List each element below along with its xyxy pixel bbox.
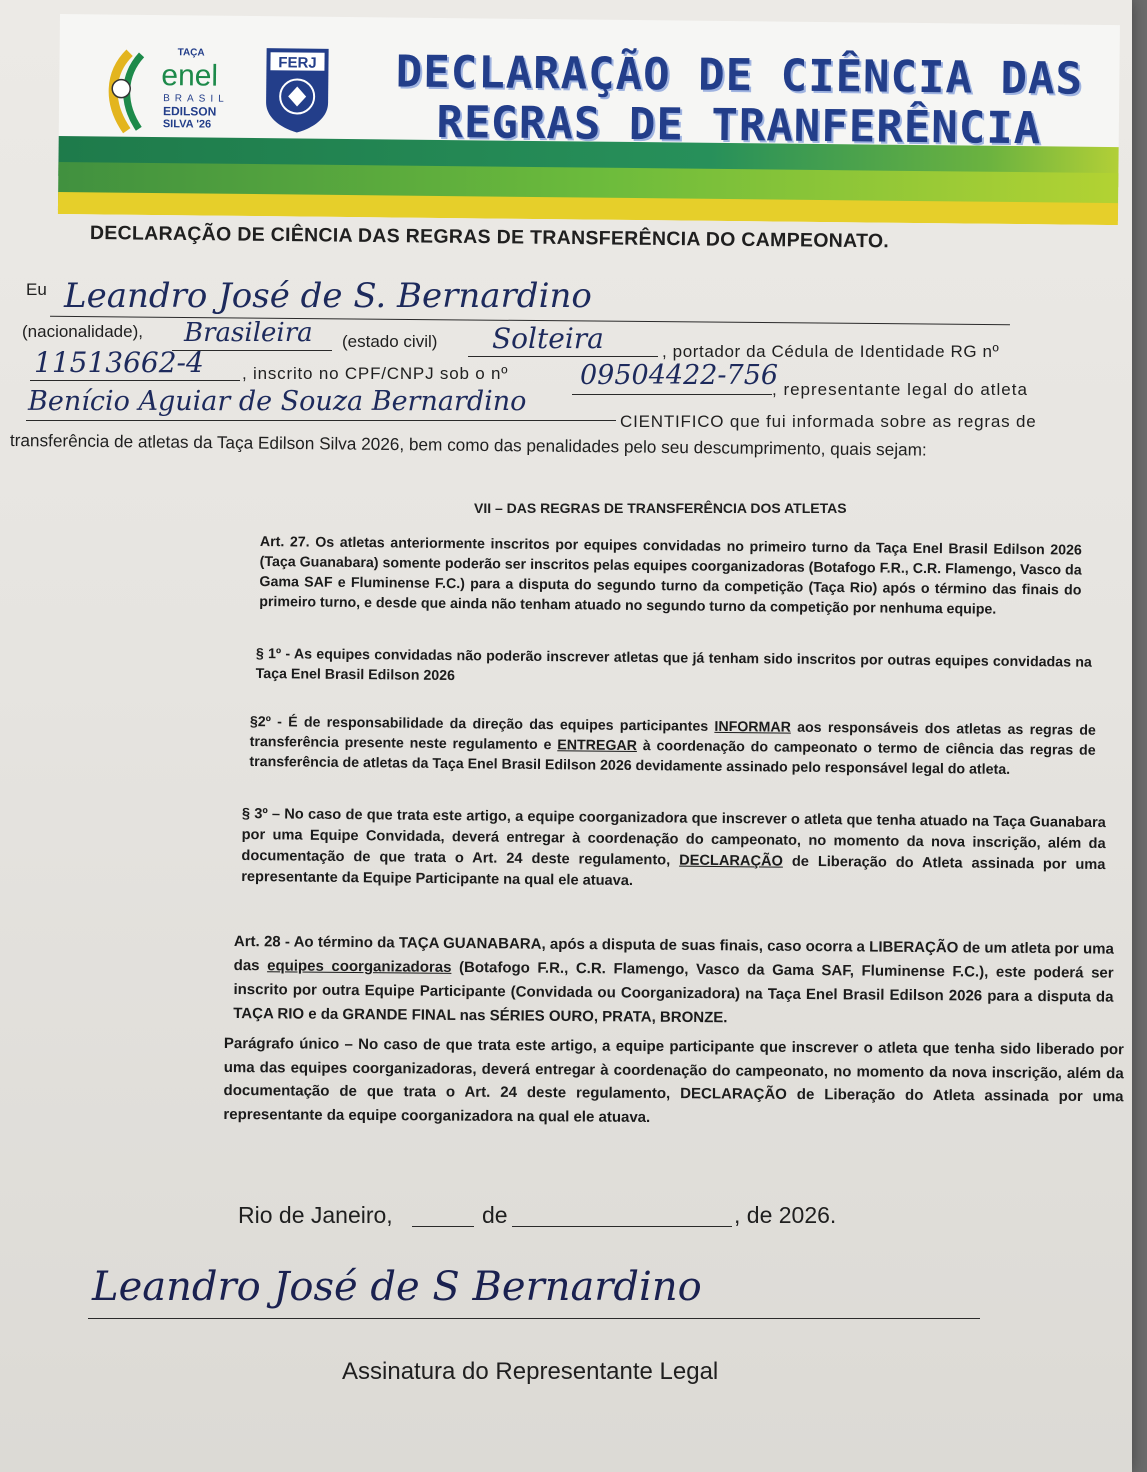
art-27-paragraph-1: § 1º - As equipes convidadas não poderão inscrever atletas que já tenham sido inscritos por outras equipes convidadas na Taça Enel Brasil Edilson 2026 [255,645,1092,685]
date-month-line [512,1226,732,1227]
signature-handwritten: Leandro José de S Bernardino [92,1264,702,1310]
athlete-line [26,420,616,421]
banner-title [379,47,1100,155]
cpf-label: , inscrito no CPF/CNPJ sob o nº [242,364,509,383]
eu-label: Eu [26,280,47,299]
estado-civil-handwritten: Solteira [492,322,604,355]
art-27-paragraph-2: §2º - É de responsabilidade da direção das equipes participantes INFORMAR aos responsáveis dos atletas as regras de transferência presente neste regulamento e ENTREGAR à coordenação do campeonato o termo de ciência das regras de transferência de atletas da Taça Enel Brasil Edilson 2026 devidamente assinado pelo responsável legal do atleta. [249,713,1096,778]
document-heading: DECLARAÇÃO DE CIÊNCIA DAS REGRAS DE TRANSFERÊNCIA DO CAMPEONATO. [89,222,890,253]
signature-label: Assinatura do Representante Legal [342,1358,719,1385]
nacionalidade-label: (nacionalidade), [22,322,143,341]
eu-handwritten: Leandro José de S. Bernardino [64,276,592,316]
taca-enel-logo [99,42,260,144]
date-day-line [412,1226,474,1227]
estado-civil-line [468,356,658,357]
cpf-line [572,394,772,395]
nacionalidade-handwritten: Brasileira [184,318,313,348]
signature-line [88,1318,980,1319]
svg-text:EDILSON: EDILSON [162,104,217,119]
section-title: VII – DAS REGRAS DE TRANSFERÊNCIA DOS ATLETAS [474,500,847,516]
art-27-paragraph-3: § 3º – No caso de que trata este artigo, a equipe coorganizadora que inscrever o atleta que tenha atuado na Taça Guanabara por uma Equipe Convidada, deverá entregar à coordenação do campeonato, no momento da nova inscrição, além da documentação de que trata o Art. 24 deste regulamento, DECLARAÇÃO de Liberação do Atleta assinada por uma representante da Equipe Participante na qual ele atuava. [241,805,1106,890]
svg-text:enel: enel [161,59,219,93]
svg-text:TAÇA: TAÇA [177,47,205,59]
svg-text:BRASIL: BRASIL [163,93,229,105]
svg-text:FERJ: FERJ [278,54,317,72]
banner-title-line2: REGRAS DE TRANFERÊNCIA [436,96,1042,155]
rg-label: , portador da Cédula de Identidade RG nº [662,342,1000,361]
header-banner [58,14,1120,225]
art-28: Art. 28 - Ao término da TAÇA GUANABARA, após a disputa de suas finais, caso ocorra a LIBERAÇÃO de um atleta por uma das equipes coorganizadoras (Botafogo F.R., C.R. Flamengo, Vasco da Gama SAF, Fluminense F.C.), este poderá ser inscrito por outra Equipe Participante (Convidada ou Coorganizadora) na Taça Enel Brasil Edilson 2026 para a disputa da TAÇA RIO e da GRANDE FINAL nas SÉRIES OURO, PRATA, BRONZE. [233,932,1114,1027]
art-28-paragrafo-unico: Parágrafo único – No caso de que trata este artigo, a equipe participante que inscrever o atleta que tenha sido liberado por uma das equipes coorganizadoras, deverá entregar à coordenação do campeonato, no momento da nova inscrição, além da documentação de que trata o Art. 24 deste regulamento, DECLARAÇÃO de Liberação do Atleta assinada por uma representante da equipe coorganizadora na qual ele atuava. [223,1034,1124,1126]
ferj-logo [262,44,333,135]
athlete-handwritten: Benício Aguiar de Souza Bernardino [28,386,527,417]
date-city: Rio de Janeiro, [238,1202,393,1228]
banner-title-line1: DECLARAÇÃO DE CIÊNCIA DAS [395,46,1084,105]
cpf-handwritten: 09504422-756 [580,360,779,391]
date-year: , de 2026. [734,1202,837,1228]
svg-text:SILVA '26: SILVA '26 [162,118,212,131]
rep-label: , representante legal do atleta [772,380,1028,399]
rg-handwritten: 11513662-4 [34,346,204,379]
date-de: de [482,1202,508,1228]
estado-civil-label: (estado civil) [342,332,438,351]
art-27: Art. 27. Os atletas anteriormente inscritos por equipes convidadas no primeiro turno da Taça Enel Brasil Edilson 2026 (Taça Guanabara) somente poderão ser inscritos pelas equipes coorganizadoras (Botafogo F.R., C.R. Flamengo, Vasco da Gama SAF e Fluminense F.C.) para a disputa do segundo turno da competição (Taça Rio) após o término das finais do primeiro turno, e desde que ainda não tenham atuado no segundo turno da competição por nenhuma equipe. [259,533,1082,618]
intro-line: transferência de atletas da Taça Edilson Silva 2026, bem como das penalidades pelo seu descumprimento, quais sejam: [9,430,927,460]
cientifico-text: CIENTIFICO que fui informada sobre as regras de [620,412,1037,431]
rg-line [30,380,240,381]
